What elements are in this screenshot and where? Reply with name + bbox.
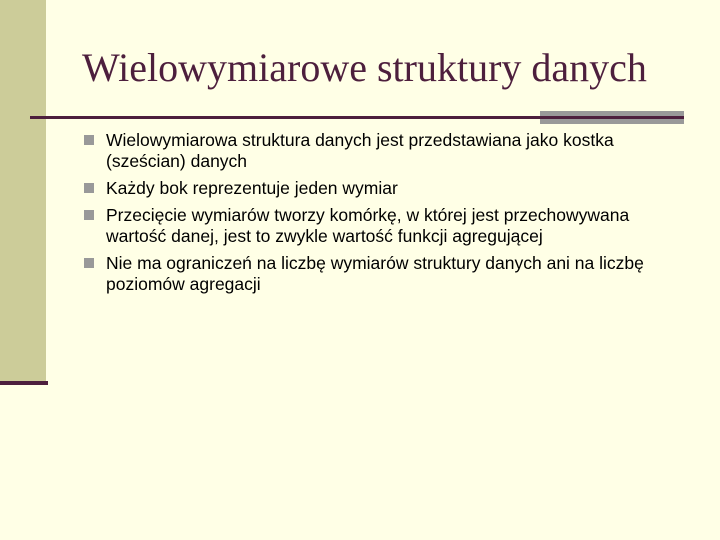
square-bullet-icon bbox=[84, 135, 94, 145]
left-accent-bar bbox=[0, 0, 46, 383]
bullet-list bbox=[84, 130, 684, 301]
slide-title: Wielowymiarowe struktury danych bbox=[82, 45, 647, 90]
bullet-text: Każdy bok reprezentuje jeden wymiar bbox=[106, 178, 398, 198]
bullet-item bbox=[84, 130, 684, 172]
square-bullet-icon bbox=[84, 183, 94, 193]
bullet-text: Nie ma ograniczeń na liczbę wymiarów struktury danych ani na liczbę poziomów agregacji bbox=[106, 253, 644, 294]
bullet-item bbox=[84, 253, 684, 295]
bullet-text: Wielowymiarowa struktura danych jest przedstawiana jako kostka (sześcian) danych bbox=[106, 130, 614, 171]
square-bullet-icon bbox=[84, 258, 94, 268]
title-divider-block-line bbox=[540, 116, 684, 119]
left-accent-underline bbox=[0, 381, 48, 385]
bullet-text: Przecięcie wymiarów tworzy komórkę, w której jest przechowywana wartość danej, jest to zwykle wartość funkcji agregującej bbox=[106, 205, 630, 246]
bullet-item bbox=[84, 178, 684, 199]
bullet-item bbox=[84, 205, 684, 247]
square-bullet-icon bbox=[84, 210, 94, 220]
